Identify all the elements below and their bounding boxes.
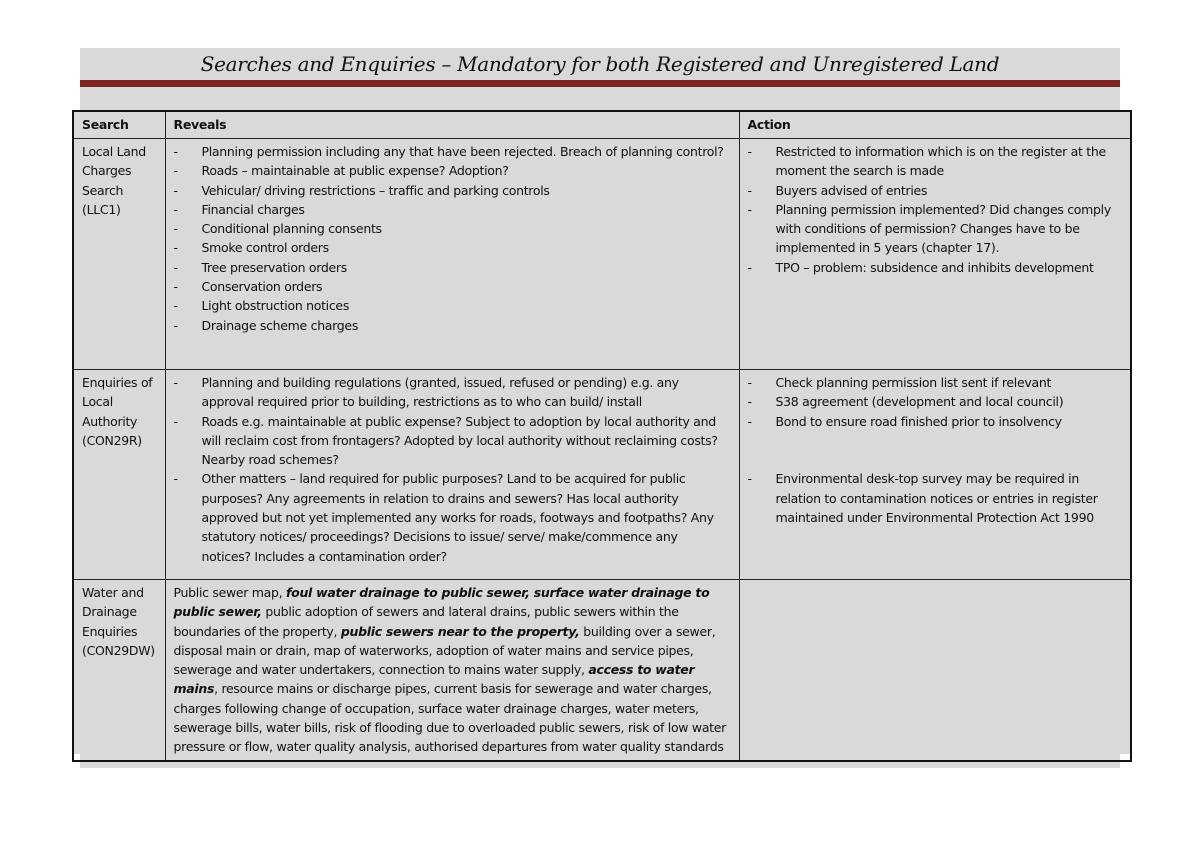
list-item: - Bond to ensure road finished prior to insolvency: [748, 412, 1123, 431]
list-item: - Smoke control orders: [174, 238, 731, 257]
reveals-text: building over a sewer, disposal main or drain, map of waterworks, adoption of water mains and service pipes, sewerage and water undertakers, connection to mains water supply,: [173, 623, 716, 678]
list-item: - Roads – maintainable at public expense? Adoption?: [174, 161, 731, 180]
header-reveals: Reveals: [165, 111, 739, 139]
title-underline: [80, 80, 1120, 87]
list-item: - Vehicular/ driving restrictions – traffic and parking controls: [174, 181, 731, 200]
reveals-emphasis: foul water drainage to public sewer, surface water drainage to public sewer,: [173, 585, 710, 620]
reveals-cell: [165, 139, 739, 370]
list-item: - Conditional planning consents: [174, 219, 731, 238]
spacer: [748, 450, 1123, 469]
action-cell: [739, 139, 1131, 370]
list-item: - Financial charges: [174, 200, 731, 219]
reveals-text: Public sewer map,: [173, 585, 287, 600]
list-item: - TPO – problem: subsidence and inhibits development: [748, 258, 1123, 277]
reveals-emphasis: access to water mains: [173, 662, 695, 697]
list-item: - Check planning permission list sent if relevant: [748, 373, 1123, 392]
action-list-extra: [748, 469, 1123, 527]
list-item: - S38 agreement (development and local council): [748, 392, 1123, 411]
list-item: - Restricted to information which is on the register at the moment the search is made: [748, 142, 1123, 181]
list-item: - Light obstruction notices: [174, 296, 731, 315]
action-cell: [739, 580, 1131, 761]
table-row: [73, 139, 1131, 370]
list-item: - Planning and building regulations (granted, issued, refused or pending) e.g. any approval required prior to building, restrictions as to who can build/ install: [174, 373, 731, 412]
list-item: - Conservation orders: [174, 277, 731, 296]
list-item: - Environmental desk-top survey may be required in relation to contamination notices or entries in register maintained under Environmental Protection Act 1990: [748, 469, 1123, 527]
reveals-list: [174, 373, 731, 566]
list-item: - Drainage scheme charges: [174, 316, 731, 335]
list-item: - Buyers advised of entries: [748, 181, 1123, 200]
searches-table: [72, 110, 1132, 762]
reveals-cell: [165, 370, 739, 580]
reveals-text: public adoption of sewers and lateral drains, public sewers within the boundaries of the property,: [173, 604, 679, 639]
list-item: - Roads e.g. maintainable at public expense? Subject to adoption by local authority and will reclaim cost from frontagers? Adopted by local authority without reclaiming costs? Nearby road schemes?: [174, 412, 731, 470]
spacer: [748, 431, 1123, 450]
list-item: - Tree preservation orders: [174, 258, 731, 277]
document-title: Searches and Enquiries – Mandatory for both Registered and Unregistered Land: [200, 52, 1000, 76]
header-action: Action: [739, 111, 1131, 139]
table-row: [73, 370, 1131, 580]
action-list: [748, 373, 1123, 431]
table-header-row: [73, 111, 1131, 139]
list-item: - Other matters – land required for public purposes? Land to be acquired for public purposes? Any agreements in relation to drains and sewers? Has local authority approved but not yet implemented any works for roads, footways and footpaths? Any statutory notices/ proceedings? Decisions to issue/ serve/ make/commence any notices? Includes a contamination order?: [174, 469, 731, 565]
table-row: [73, 580, 1131, 761]
action-cell: [739, 370, 1131, 580]
search-cell: Local Land Charges Search (LLC1): [73, 139, 165, 370]
reveals-cell: [165, 580, 739, 761]
title-banner: [80, 48, 1120, 78]
search-cell: Enquiries of Local Authority (CON29R): [73, 370, 165, 580]
search-cell: Water and Drainage Enquiries (CON29DW): [73, 580, 165, 761]
list-item: - Planning permission including any that have been rejected. Breach of planning control?: [174, 142, 731, 161]
action-list: [748, 142, 1123, 277]
reveals-emphasis: public sewers near to the property,: [340, 623, 580, 639]
list-item: - Planning permission implemented? Did changes comply with conditions of permission? Changes have to be implemented in 5 years (chapter 17).: [748, 200, 1123, 258]
header-search: Search: [73, 111, 165, 139]
reveals-text: , resource mains or discharge pipes, current basis for sewerage and water charges, charges following change of occupation, surface water drainage charges, water meters, sewerage bills, water bills, risk of flooding due to overloaded public sewers, risk of low water pressure or flow, water quality analysis, authorised departures from water quality standards: [173, 681, 727, 755]
reveals-list: [174, 142, 731, 335]
searches-table-container: [72, 110, 1132, 754]
